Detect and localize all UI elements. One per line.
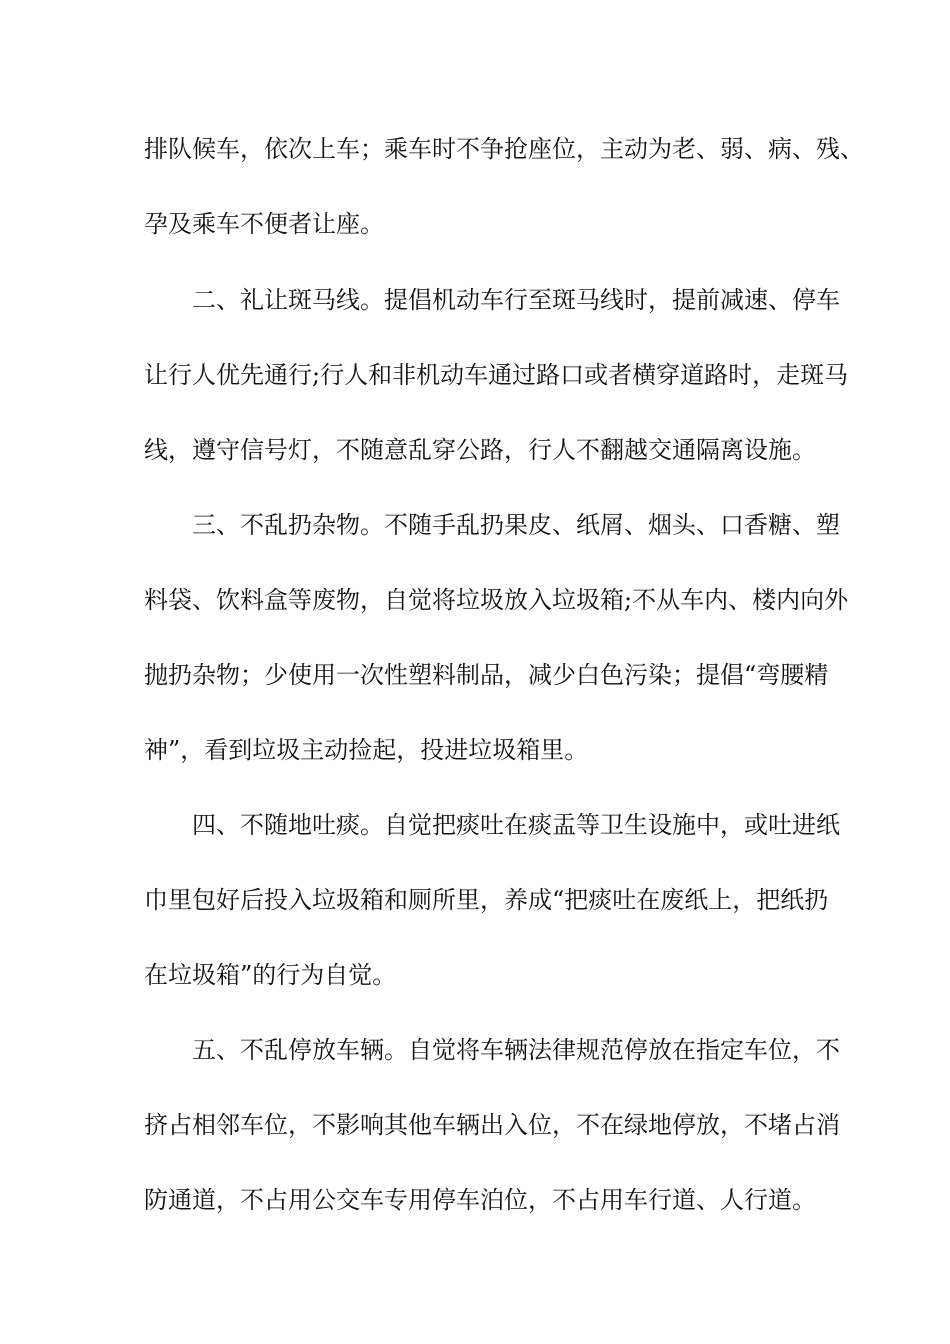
paragraph-heading-line: 五、不乱停放车辆。自觉将车辆法律规范停放在指定车位，不: [192, 1036, 840, 1064]
text-line: 挤占相邻车位，不影响其他车辆出入位，不在绿地停放，不堵占消: [144, 1111, 840, 1139]
text-line: 防通道，不占用公交车专用停车泊位，不占用车行道、人行道。: [144, 1186, 816, 1214]
paragraph-heading-line: 二、礼让斑马线。提倡机动车行至斑马线时，提前减速、停车: [192, 286, 840, 314]
text-line: 抛扔杂物；少使用一次性塑料制品，减少白色污染；提倡“弯腰精: [144, 661, 829, 689]
paragraph-heading-line: 四、不随地吐痰。自觉把痰吐在痰盂等卫生设施中，或吐进纸: [192, 811, 840, 839]
text-line: 排队候车，依次上车；乘车时不争抢座位，主动为老、弱、病、残、: [144, 135, 864, 163]
text-line: 孕及乘车不便者让座。: [144, 210, 384, 238]
text-line: 让行人优先通行;行人和非机动车通过路口或者横穿道路时，走斑马: [144, 361, 849, 389]
text-line: 在垃圾箱”的行为自觉。: [144, 961, 397, 989]
text-line: 料袋、饮料盒等废物，自觉将垃圾放入垃圾箱;不从车内、楼内向外: [144, 586, 849, 614]
text-line: 线，遵守信号灯，不随意乱穿公路，行人不翻越交通隔离设施。: [144, 436, 816, 464]
paragraph-heading-line: 三、不乱扔杂物。不随手乱扔果皮、纸屑、烟头、口香糖、塑: [192, 511, 840, 539]
text-line: 神”，看到垃圾主动捡起，投进垃圾箱里。: [144, 736, 589, 764]
text-line: 巾里包好后投入垃圾箱和厕所里，养成“把痰吐在废纸上，把纸扔: [144, 886, 829, 914]
